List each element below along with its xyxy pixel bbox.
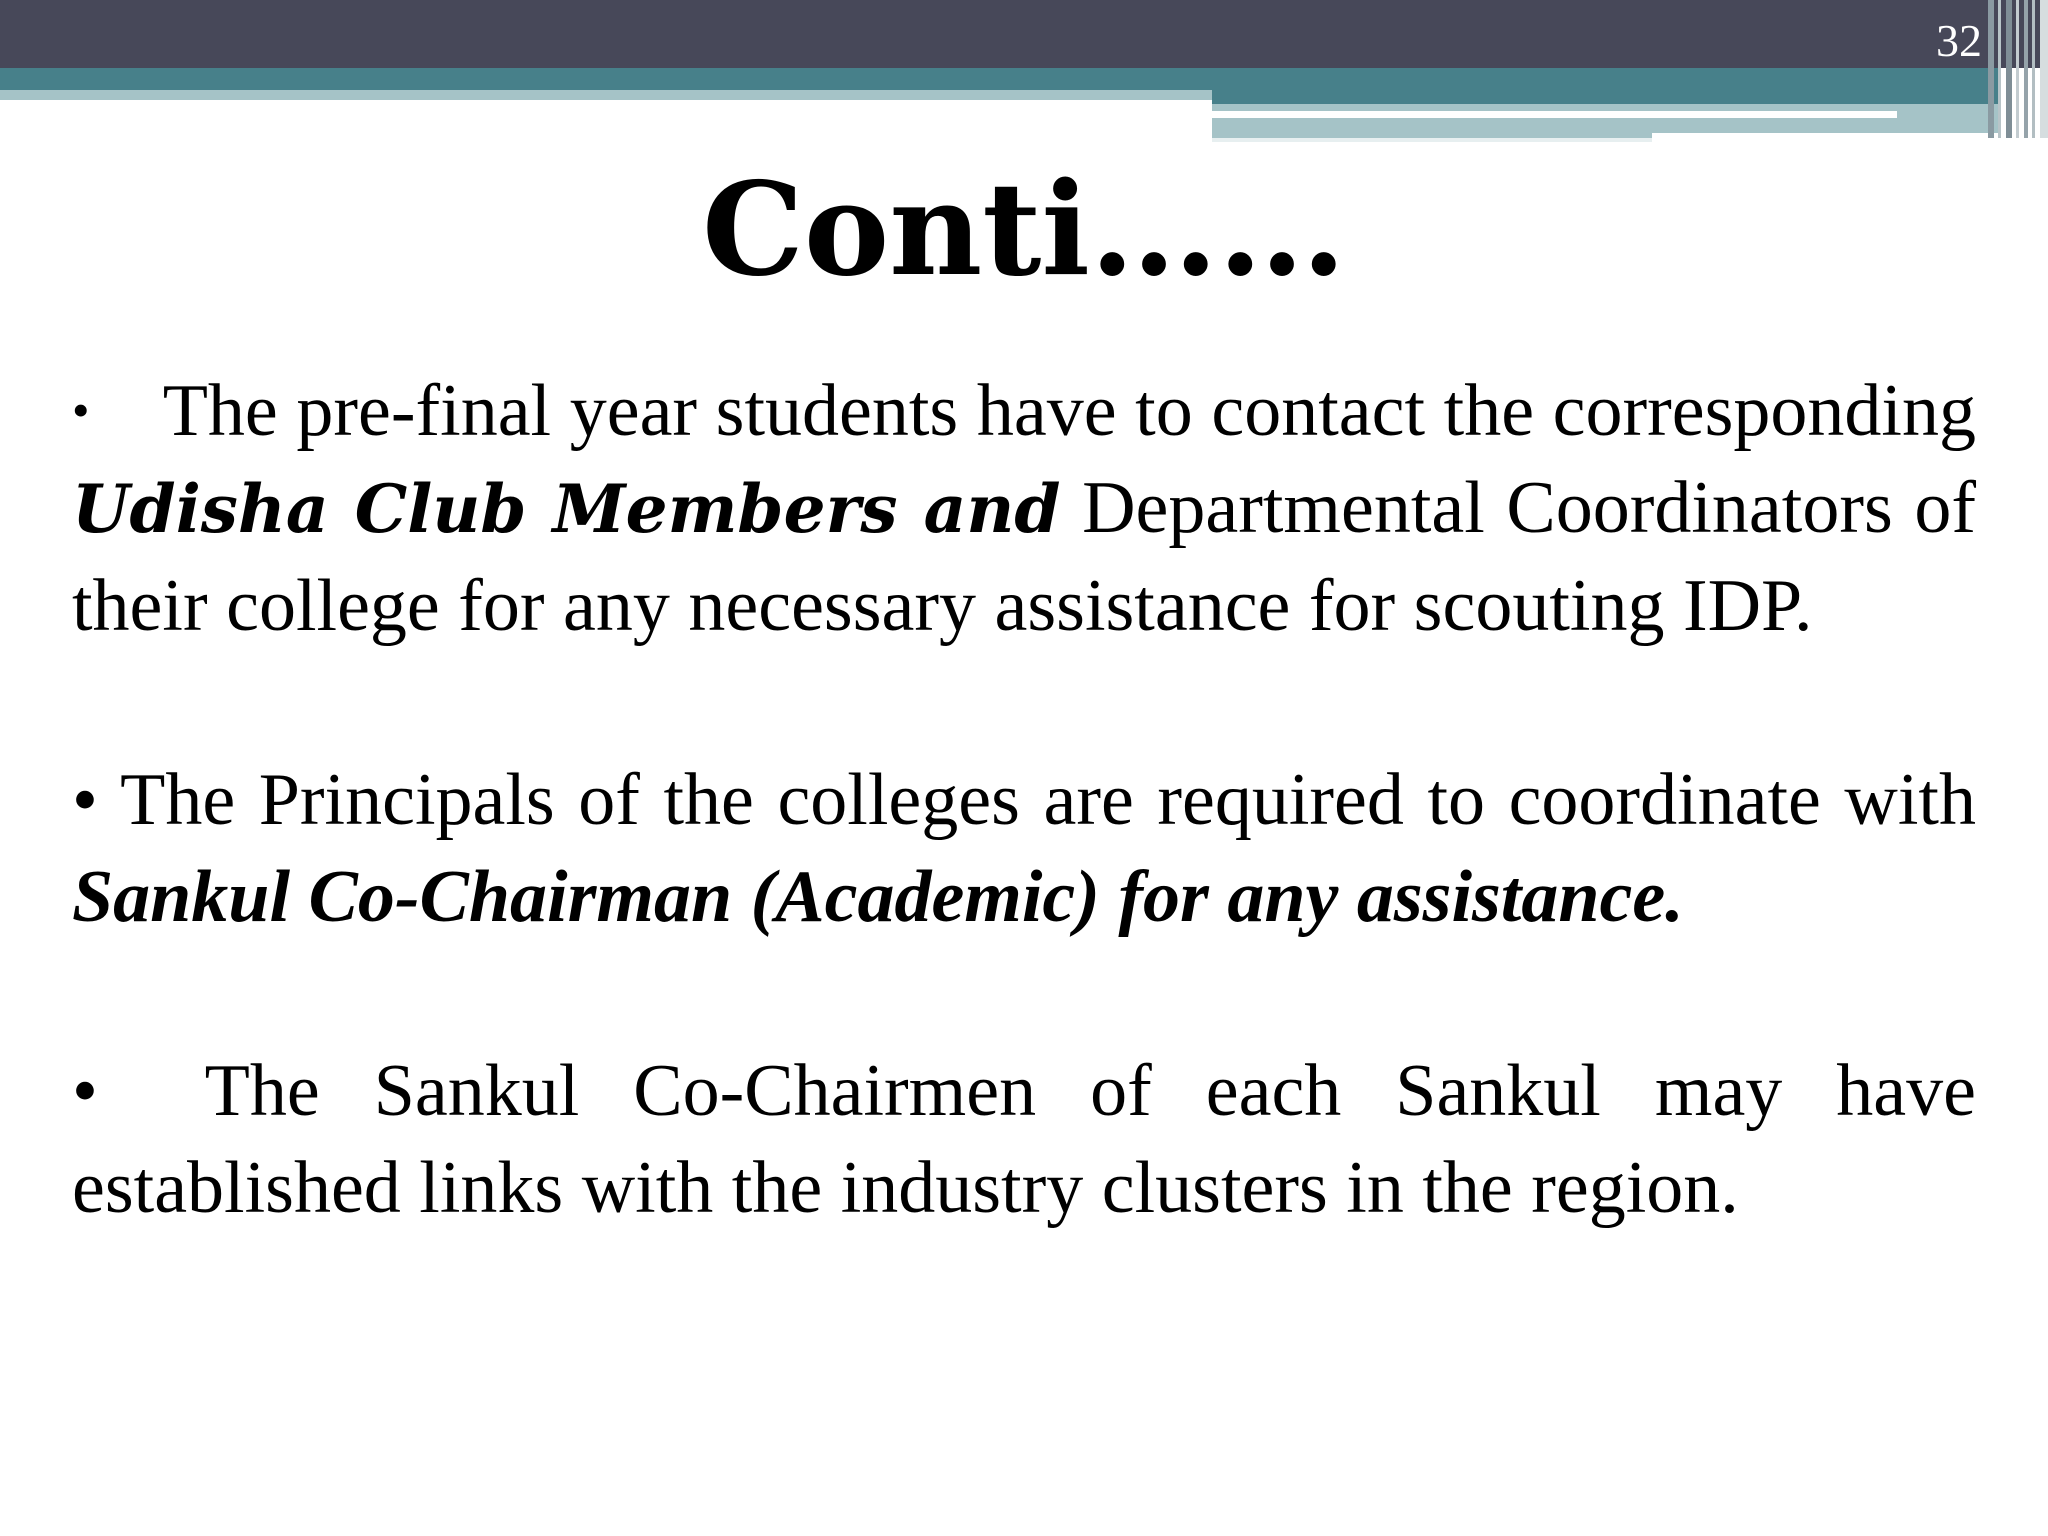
header-teal-accent [1212, 90, 2000, 104]
slide-body [72, 362, 1976, 1237]
bullet-item [72, 362, 1976, 655]
bullet-marker: • [72, 1050, 98, 1132]
header-stripe [2016, 0, 2019, 138]
bullet-text: The Principals of the colleges are required to coordinate with [120, 759, 1976, 841]
bullet-text: Departmental Coordinators of their college for any necessary assistance for scouting IDP. [72, 467, 1977, 647]
bullet-emphasis: Sankul Co-Chairman (Academic) for any assistance. [72, 856, 1684, 938]
bullet-text: The pre-final year students have to contact the corresponding [162, 370, 1976, 452]
header-stripe [2032, 0, 2035, 138]
bullet-item [72, 1043, 1976, 1237]
slide-number: 32 [1936, 15, 1982, 66]
header-white-line [1212, 111, 1897, 118]
bullet-marker: • [72, 382, 90, 438]
header-stripe [1988, 0, 1994, 138]
header-faint-line [1212, 138, 1652, 142]
header-white-line-right [1652, 133, 2002, 138]
bullet-emphasis: Udisha Club Members and [72, 470, 1061, 548]
slide-title: Conti…… [701, 155, 1347, 305]
bullet-item [72, 752, 1976, 946]
header-stripe [2024, 0, 2028, 138]
bullet-marker: • [72, 759, 98, 841]
header-stripe [1998, 0, 2001, 138]
header-stripe [2006, 0, 2012, 138]
header-dark-bar [0, 0, 2048, 68]
header-light-bar [0, 90, 1212, 100]
header-teal-bar [0, 68, 2000, 90]
header-stripe [2040, 0, 2048, 138]
bullet-text: The Sankul Co-Chairmen of each Sankul may have established links with the industry clusters in the region. [72, 1050, 1976, 1229]
